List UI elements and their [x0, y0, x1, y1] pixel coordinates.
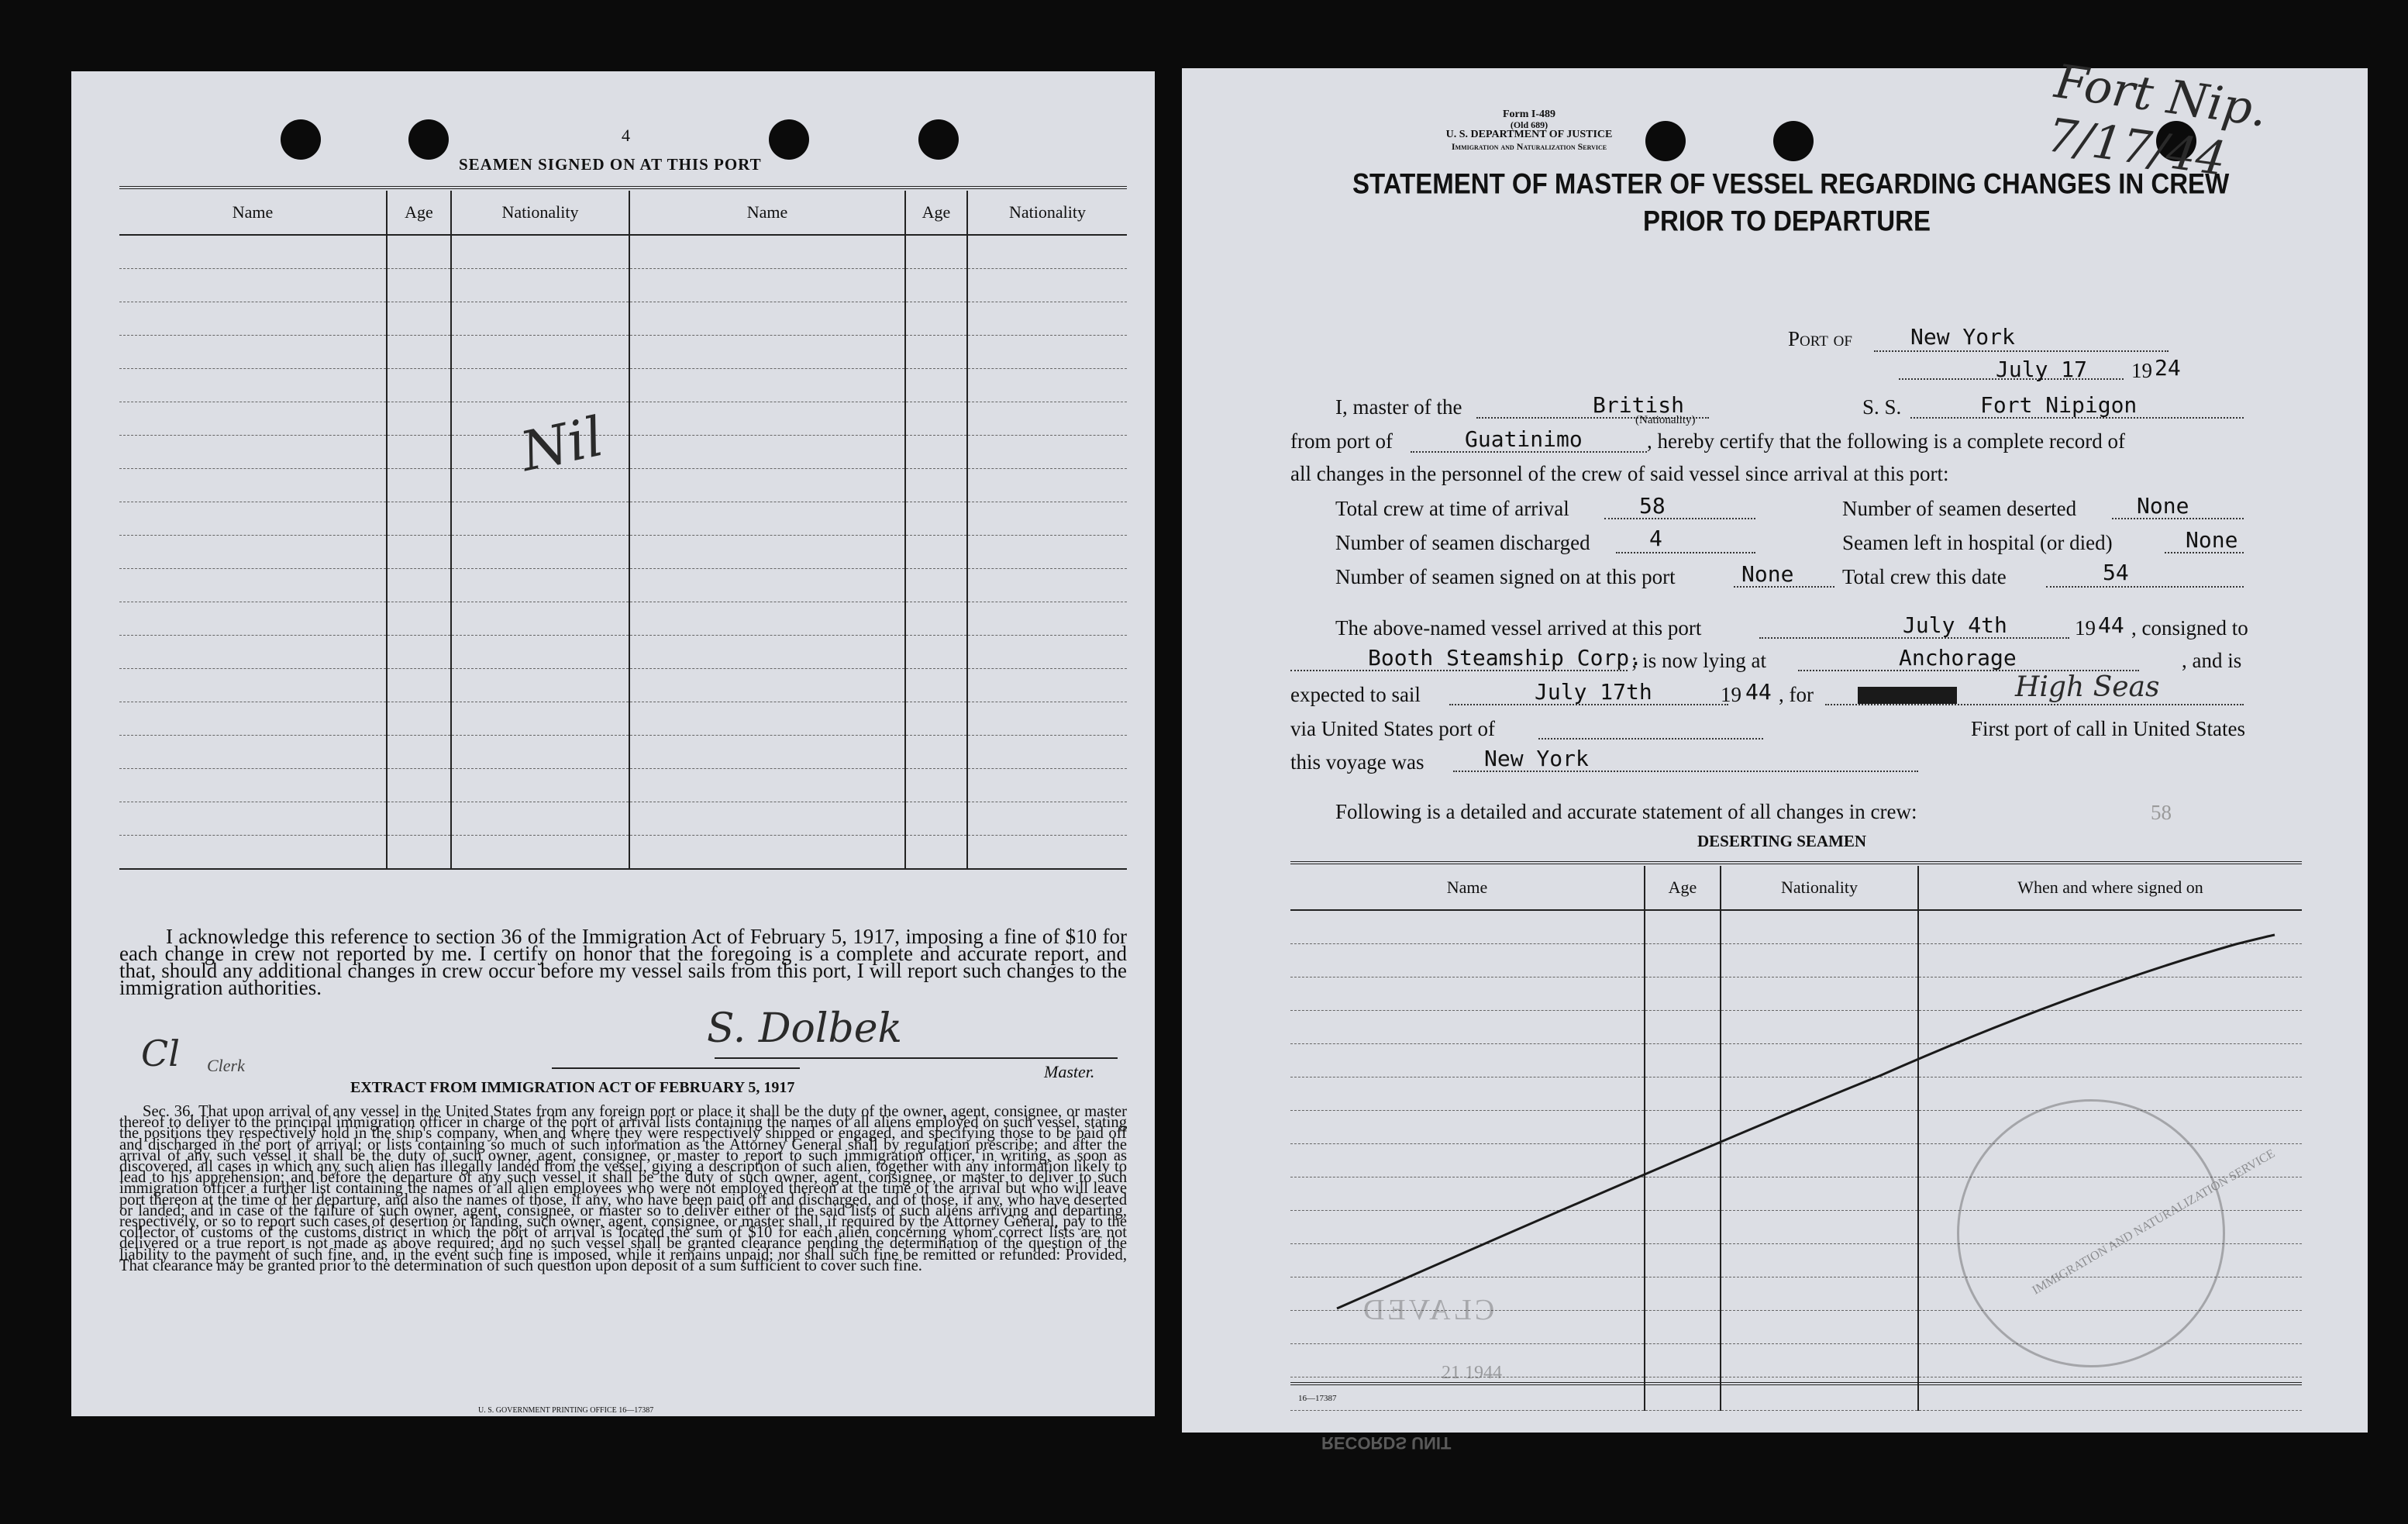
punch-hole	[408, 119, 449, 160]
hospital-value: None	[2186, 527, 2238, 553]
arrived-year: 44	[2098, 612, 2124, 638]
table-top-rule	[119, 186, 1127, 189]
arrived-year-prefix: 19	[2075, 616, 2096, 640]
table-row	[119, 502, 1127, 536]
corner-note: Fort Nip. 7/17/44	[2044, 54, 2271, 187]
arrived-date: July 4th	[1903, 612, 2007, 638]
column-header: Nationality	[451, 191, 629, 235]
year-prefix: 19	[2131, 359, 2152, 382]
table-row	[119, 369, 1127, 402]
deserting-title: DESERTING SEAMEN	[1697, 832, 1867, 850]
first-port-label: First port of call in United States	[1971, 717, 2245, 740]
table-row	[119, 302, 1127, 336]
nationality-value: British	[1593, 392, 1685, 418]
table-row	[119, 336, 1127, 369]
printing-office: U. S. GOVERNMENT PRINTING OFFICE 16—17387	[478, 1406, 654, 1415]
column-header: Age	[387, 191, 451, 235]
lying-label: ; is now lying at	[1631, 649, 1766, 672]
and-is-label: , and is	[2182, 649, 2242, 672]
page-number: 4	[622, 126, 630, 145]
from-port-value: Guatinimo	[1465, 426, 1583, 452]
deserting-table-bottom-rule	[1290, 1382, 2302, 1385]
table-row	[119, 702, 1127, 736]
total-date-label: Total crew this date	[1842, 565, 2007, 588]
round-stamp	[1957, 1099, 2225, 1367]
table-row	[119, 536, 1127, 569]
arrived-label: The above-named vessel arrived at this port	[1335, 616, 1702, 640]
master-signature: S. Dolbek	[707, 1005, 903, 1052]
table-row	[119, 269, 1127, 302]
table-row	[119, 469, 1127, 502]
lying-value: Anchorage	[1899, 645, 2017, 671]
form-number: Form I-489	[1502, 109, 1556, 120]
form-old: (Old 689)	[1510, 119, 1548, 130]
column-header: Nationality	[967, 191, 1127, 235]
master-label: Master.	[1044, 1062, 1095, 1081]
following-text: Following is a detailed and accurate statement of all changes in crew:	[1335, 800, 1917, 823]
acknowledgement-text: I acknowledge this reference to section 36 of the Immigration Act of February 5, 1917, imposing a fine of $10 for each change in crew not reported by me. I certify on honor that the foregoing is a complete and accurate report, and that, should any additional changes in crew occur before my vessel sails from this port, I will report such changes to the immigration authorities.	[119, 925, 1127, 999]
deserted-value: None	[2137, 493, 2189, 519]
extract-text: Sec. 36. That upon arrival of any vessel in the United States from any foreign port or place it shall be the duty of the owner, agent, consignee, or master thereof to deliver to the principal immigration officer in charge of the port of arrival lists containing the names of all aliens employed on such vessel, stating the positions they respectively hold in the ship's company, when and where they were respectively shipped or engaged, and specifying those to be paid off and discharged in the port of arrival; or lists containing so much of such information as the Attorney General shall by regulation prescribe; and after the arrival of any such vessel it shall be the duty of such owner, agent, consignee, or master to report to such immigration officer, in writing, as soon as discovered, all cases in which any such alien has illegally landed from the vessel, giving a description of such alien, together with any information likely to lead to his apprehension; and before the departure of any such vessel it shall be the duty of such owner, agent, consignee, or master to deliver to such immigration officer a further list containing the names of all alien employees who were not employed thereon at the time of the arrival but who will leave port thereon at the time of her departure, and also the names of those, if any, who have been paid off and discharged, and of those, if any, who have deserted or landed; and in case of the failure of such owner, agent, consignee, or master so to deliver either of the said lists of such aliens arriving and departing, respectively, or so to report such cases of desertion or landing, such owner, agent, consignee, or master shall, if required by the Attorney General, pay to the collector of customs of the customs district in which the port of arrival is located the sum of $10 for each alien concerning whom correct lists are not delivered or a true report is not made as above required; and no such vessel shall be granted clearance pending the determination of the question of the liability to the payment of such fine, and, in the event such fine is imposed, while it remains unpaid; nor shall such fine be remitted or refunded: Provided, That clearance may be granted prior to the determination of such question upon deposit of a sum sufficient to cover such fine.	[119, 1103, 1127, 1274]
seamen-signed-on-table	[119, 191, 1127, 870]
voyage-label: this voyage was	[1290, 750, 1424, 774]
sail-date: July 17th	[1535, 679, 1652, 705]
deserted-label: Number of seamen deserted	[1842, 497, 2077, 520]
table-row	[119, 769, 1127, 802]
department: U. S. DEPARTMENT OF JUSTICE	[1445, 129, 1613, 140]
table-title: SEAMEN SIGNED ON AT THIS PORT	[459, 155, 762, 174]
master-of-label: I, master of the	[1335, 395, 1462, 419]
table-row	[119, 669, 1127, 702]
form-title-line1: STATEMENT OF MASTER OF VESSEL REGARDING CHANGES IN CREW	[1352, 167, 2230, 200]
print-code: 16—17387	[1298, 1394, 1337, 1403]
discharged-value: 4	[1649, 526, 1662, 551]
clerk-label: Clerk	[207, 1056, 245, 1075]
table-row	[119, 402, 1127, 436]
column-header: Name	[119, 191, 387, 235]
punch-hole	[281, 119, 321, 160]
column-header: When and where signed on	[1918, 866, 2302, 910]
signed-on-label: Number of seamen signed on at this port	[1335, 565, 1676, 588]
table-row	[119, 636, 1127, 669]
table-row	[119, 569, 1127, 602]
certify-text: , hereby certify that the following is a complete record of	[1647, 429, 2126, 453]
voyage-value: New York	[1484, 746, 1589, 771]
via-label: via United States port of	[1290, 717, 1495, 740]
total-date-value: 54	[2103, 560, 2129, 585]
hospital-label: Seamen left in hospital (or died)	[1842, 531, 2113, 554]
punch-hole	[918, 119, 959, 160]
from-port-label: from port of	[1290, 429, 1393, 453]
port-value: New York	[1910, 324, 2015, 350]
nationality-caption: (Nationality)	[1635, 414, 1696, 426]
table-row	[119, 802, 1127, 836]
consigned-label: , consigned to	[2131, 616, 2248, 640]
sail-year-prefix: 19	[1721, 683, 1741, 706]
consignee-value: Booth Steamship Corp.	[1368, 645, 1643, 671]
clerk-initial: Cl	[141, 1033, 180, 1074]
faint-stamp: CLAVED	[1360, 1294, 1495, 1326]
signature-line	[715, 1057, 1118, 1059]
expected-label: expected to sail	[1290, 683, 1421, 706]
left-page	[71, 71, 1155, 1416]
port-label: Port of	[1788, 327, 1852, 350]
total-arrival-value: 58	[1639, 493, 1666, 519]
round-stamp-text: IMMIGRATION AND NATURALIZATION SERVICE	[2030, 1146, 2278, 1298]
column-header: Name	[629, 191, 905, 235]
ship-value: Fort Nipigon	[1980, 392, 2138, 418]
form-title-line2: PRIOR TO DEPARTURE	[1643, 204, 1931, 237]
punch-hole	[769, 119, 809, 160]
table-row	[119, 436, 1127, 469]
total-arrival-label: Total crew at time of arrival	[1335, 497, 1569, 520]
table-row	[119, 235, 1127, 269]
signed-on-value: None	[1741, 561, 1794, 587]
column-header: Name	[1290, 866, 1645, 910]
service: Immigration and Naturalization Service	[1451, 141, 1607, 152]
table-row	[119, 602, 1127, 636]
destination-handwritten: High Seas	[2015, 671, 2160, 703]
column-header: Age	[1645, 866, 1721, 910]
bottom-faint-text: RECORDS UNIT	[1321, 1433, 1452, 1453]
table-row	[119, 736, 1127, 769]
date-value: July 17	[1996, 357, 2088, 382]
year-value: 24	[2155, 355, 2181, 381]
table-row	[119, 836, 1127, 870]
extract-title: EXTRACT FROM IMMIGRATION ACT OF FEBRUARY 5, 1917	[350, 1079, 795, 1096]
faint-stamp-date: 21 1944	[1442, 1363, 1502, 1383]
nil-mark: Nil	[515, 404, 609, 484]
sail-year: 44	[1745, 679, 1772, 705]
discharged-label: Number of seamen discharged	[1335, 531, 1590, 554]
for-label: , for	[1779, 683, 1814, 706]
certify-text-2: all changes in the personnel of the crew of said vessel since arrival at this port:	[1290, 462, 1949, 485]
column-header: Age	[905, 191, 967, 235]
ss-label: S. S.	[1862, 395, 1902, 419]
column-header: Nationality	[1721, 866, 1918, 910]
right-page	[1182, 54, 2368, 1433]
divider	[552, 1067, 800, 1069]
faint-number: 58	[2151, 801, 2172, 824]
